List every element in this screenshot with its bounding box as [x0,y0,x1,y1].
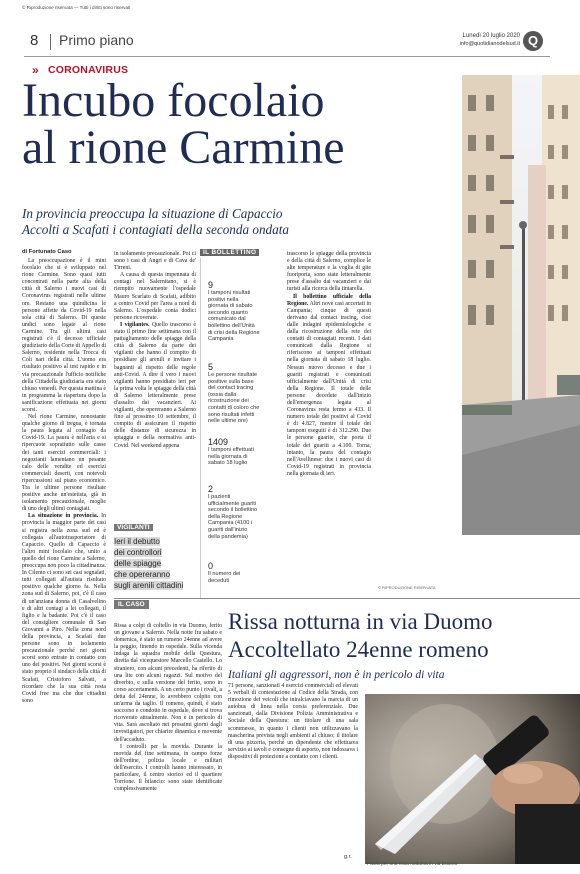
stat-block [208,437,260,467]
page-number: 8 [30,32,39,49]
article2-headline [228,608,573,664]
copyright-note: © RIPRODUZIONE RISERVATA [378,585,436,590]
street-photo [462,75,580,535]
kicker-chevron-icon: » [32,63,39,77]
paragraph: I controlli per la movida. Durante la movida del fine settimana, in campo forze dell'ordine, polizia locale e militari dell'esercito. I controlli hanno interessato, in particolare, il centro storico ed il quartiere Torrione. Il bilancio: sono state identificate complessivamente [114,743,222,793]
paragraph: Altri nove casi accertati in Campania; cinque di questi derivano dal contact tracing, cioè dalle indagini epidemiologiche e dalla ricostruzione della rete dei contatti di contagiati recenti. I dati comunicati dalla Regione si riferiscono ai tamponi effettuati nella giornata di sabato 18 luglio. Nessun nuovo decesso e due i guariti registrati e comunicati ufficialmente dall'Unità di crisi della Regione. Il totale delle persone decedute dall'inizio dell'emergenza legata al Coronavirus resta fermo a 433. Il numero totale dei positivi al Covid è di 4.827, mentre il totale dei tamponi eseguiti è di 312.290. Due le persone guarite, che porta il totale dei guariti a 4.100. Torna, intanto, la paura del contagio nell'Avellinese: due i nuovi casi di Covid-19 registrati in provincia nella giornata di ieri. [287,300,371,477]
paragraph: in isolamento precauzionale. Poi ci sono i casi di Angri e di Cava de' Tirreni. [114,251,196,272]
stat-number: 5 [208,362,214,372]
top-notice: © Riproduzione riservata — Tutti i diritti sono riservati [22,5,131,10]
byline: di Fortunato Caso [22,249,72,255]
author-initials: g.r. [344,854,352,860]
callout-line: Ieri il debutto [114,537,160,546]
vigilanti-callout [114,536,196,591]
callout-line: delle spiagge [114,559,162,568]
header-rule [24,56,550,57]
stat-number: 9 [208,280,214,290]
photo-caption: Paura per una rissa notturna in via Duomo [367,862,458,867]
stat-block [208,561,260,584]
knife-photo [365,694,580,864]
subheading-inline: Il bollettino ufficiale della Regione. [287,293,371,307]
il-caso-label: IL CASO [114,600,149,609]
newspaper-logo: Q [523,31,543,51]
article-column-2 [114,251,196,519]
vigilanti-label: VIGILANTI [114,524,153,531]
paragraph: Nel rione Carmine, nonostante qualche giorno di tregua, è tornata la paura legata al contagio da Covid-19. La paura è nell'aria e si ripercuote soprattutto sulle casse dei tanti esercizi commerciali: i negozianti lamentano un pesante calo delle vendite ed esercizi commerciali deserti, con notevoli ripercussioni sul piano economico. Tra le ultime persone risultate positive anche un'estetista, già in isolamento precauzionale, moglie di uno degli ultimi contagiati. [22,414,106,513]
stat-block [208,362,260,425]
headline2-line-2: Accoltellato 24enne romeno [228,637,489,662]
knife-photo-illustration [365,694,580,864]
paragraph: La preoccupazione è il mini focolaio che si è sviluppato nel rione Carmine. Sono quasi tutti concentrati nella parte alta della città di Salerno i nuovi casi di Coronavirus registrati nelle ultime ore. Restano una quindicina le persone affette da Covid-19 nella sola città di Salerno. Di queste undici sono legate al rione Carmine. Tra gli ultimi casi registrati c'è il decesso ufficiale giudiziario della Corte di Appello di Salerno, residente nella Trocca di Coli nari della città. L'uomo era risultato positivo al test rapido e in via precauzionale l'ufficio notifiche della Cittadella giudiziaria era stato chiuso venerdì. Per questa mattina è in programma la riapertura dopo la sanificazione effettuata nei giorni scorsi. [22,258,106,413]
stat-text: I tamponi effettuati nella giornata di sabato 18 luglio [208,447,254,467]
stat-text: Le persone risultate positive sulla base del contact tracing (ossia dalla ricostruzione dei contatti di coloro che sono risultati infetti nelle ultime ore) [208,372,260,425]
subheading-inline: La situazione in provincia. [28,513,99,520]
stat-text: Il numero dei deceduti [208,571,241,584]
headline-line-2: al rione Carmine [22,121,345,174]
article-subhead [22,206,462,238]
article2-column-1 [114,623,222,867]
stat-block [208,484,260,540]
stat-text: I pazienti ufficialmente guariti secondo il bollettino della Regione Campania (4100 i guariti dall'inizio della pandemia) [208,494,258,540]
paragraph: Rissa a colpi di coltello in via Duomo, ferito un giovane a Salerno. Nella notte fra sabato e domenica, è stato un rumeno 24enne ad avere la peggio, finendo in ospedale. Sulla vicenda indaga la squadra mobile della Questura, diretta dal vicequestore Marcello Castello. Lo straniero, con alcuni precedenti, ha riferito di una lite con alcuni ragazzi. Sul motivo del diverbio, e sulla versione del ferito, sono in corso accertamenti. A un certo punto i rivali, a detta del 24enne, lo avrebbero colpito con un'arma da taglio. Il romeno, quindi, è stato soccorso e condotto in ospedale, dove si trova ricoverato attualmente. Non è in pericolo di vita. Sarà ascoltato nei prossimi giorni dagli investigatori, per chiarire dinamica e movente dell'accaduto. [114,623,222,743]
contact-email[interactable]: info@quotidianodelsud.it [459,41,520,47]
headline2-line-1: Rissa notturna in via Duomo [228,609,493,634]
paragraph: Quello trascorso è stato il primo fine settimana con il pattugliamento delle spiagge della città di Salerno da parte dei vigilanti che hanno il compito di presidiare gli arenili e invitare i bagnanti al rispetto delle regole anti-Covid. A dire il vero i nuovi vigilanti hanno presidiato ieri per la prima volta le spiagge della città di Salerno letteralmente prese d'assalto dai vacanzieri. Ai vigilanti, che opereranno a Salerno fino al prossimo 10 settembre, il compito di assicurare il rispetto delle distanze di sicurezza in spiaggia e della normativa anti-Covid. Nel weekend appena [114,321,196,449]
stat-number: 1409 [208,437,229,447]
article-headline [22,74,462,174]
subhead-line-1: In provincia preoccupa la situazione di Capaccio [22,206,283,221]
callout-line: sugli arenili cittadini [114,581,184,590]
callout-line: dei controllori [114,548,162,557]
issue-date: Lunedì 20 luglio 2020 [462,33,520,39]
header-separator [50,34,51,50]
subheading-inline: I vigilantes. [120,321,150,328]
headline-line-1: Incubo focolaio [22,74,325,127]
paragraph: In provincia la maggior parte dei casi si registra nella zona sud ed è collegata all'autotrasportatore di Capaccio. Quello di Capaccio è l'altro mini focolaio che, unito a quello del rione Carmine a Salerno, preoccupa non poco la cittadinanza. In Cilento ci sono sei casi segnalati, tutti collegati all'autista risultato positivo qualche giorno fa. Nella zona sud di Salerno, poi, c'è il caso di un'anziana donna di Casalvelino e di altri contagi a lei collegati, il figlio e la badante. Poi c'è il caso del consigliere comunale di San Giovanni a Piro. Nella zona nord della provincia, a Scafati due persone sono in isolamento precauzionale perché nei giorni scorsi sono entrate in contatto con uno dei positivi. Nei giorni scorsi è stato proprio il sindaco della città di Scafati, Cristoforo Salvati, a ricordare che la sua città resta Covid free ma che due cittadini sono [22,513,106,704]
article2-column-2 [228,683,358,868]
article2-subhead: Italiani gli aggressori, non è in pericolo di vita [228,669,445,681]
street-photo-illustration [462,75,580,535]
section-title: Primo piano [59,32,134,48]
callout-line: che opereranno [114,570,171,579]
paragraph: 71 persone, sanzionati 4 esercizi commerciali ed elevati 5 verbali di contestazione al Codice della Strada, con rimozione dei veicoli che intralciavano la marcia di un autobus di linea nella corsia preferenziale. Due sanzionati, dalla Divisione Polizia Amministrativa e Sociale della Questura: un titolare di una sala scommesse, in quanto i clienti non utilizzavano la mascherina prevista negli ambienti al chiuso; il titolare di una pizzeria, perché un dipendente che effettuava servizio ai tavoli e consegne di asporto, non indossava i dispositivi di protezione a contatto con i clienti. [228,683,358,760]
paragraph: A causa di questa impennata di contagi nel Salernitano, si è riempito nuovamente l'ospedale Mauro Scarlato di Scafati, adibito a centro Covid per l'area a nord di Salerno. L'ospedale conta dodici persone ricoverate. [114,272,196,321]
article-kicker: CORONAVIRUS [48,64,129,76]
bollettino-label: IL BOLLETTINO [200,249,259,256]
stat-number: 2 [208,484,214,494]
stat-text: I tamponi risultati positivi nella giornata di sabato secondo quanto comunicato dal bollettino dell'Unità di crisi della Regione Campania [208,290,260,343]
article-column-4 [287,251,371,587]
stat-block [208,280,260,343]
subhead-line-2: Accolti a Scafati i contagiati della seconda ondata [22,222,290,237]
stat-number: 0 [208,561,214,571]
article-column-1 [22,258,106,704]
article-divider [114,598,580,599]
paragraph: trascorso le spiagge della provincia e della città di Salerno, complice le alte temperature e la voglia di gite fuoriporta, sono state letteralmente prese d'assalto dai vacanzieri e dai turisti alla ricerca della tintarella. [287,251,371,293]
